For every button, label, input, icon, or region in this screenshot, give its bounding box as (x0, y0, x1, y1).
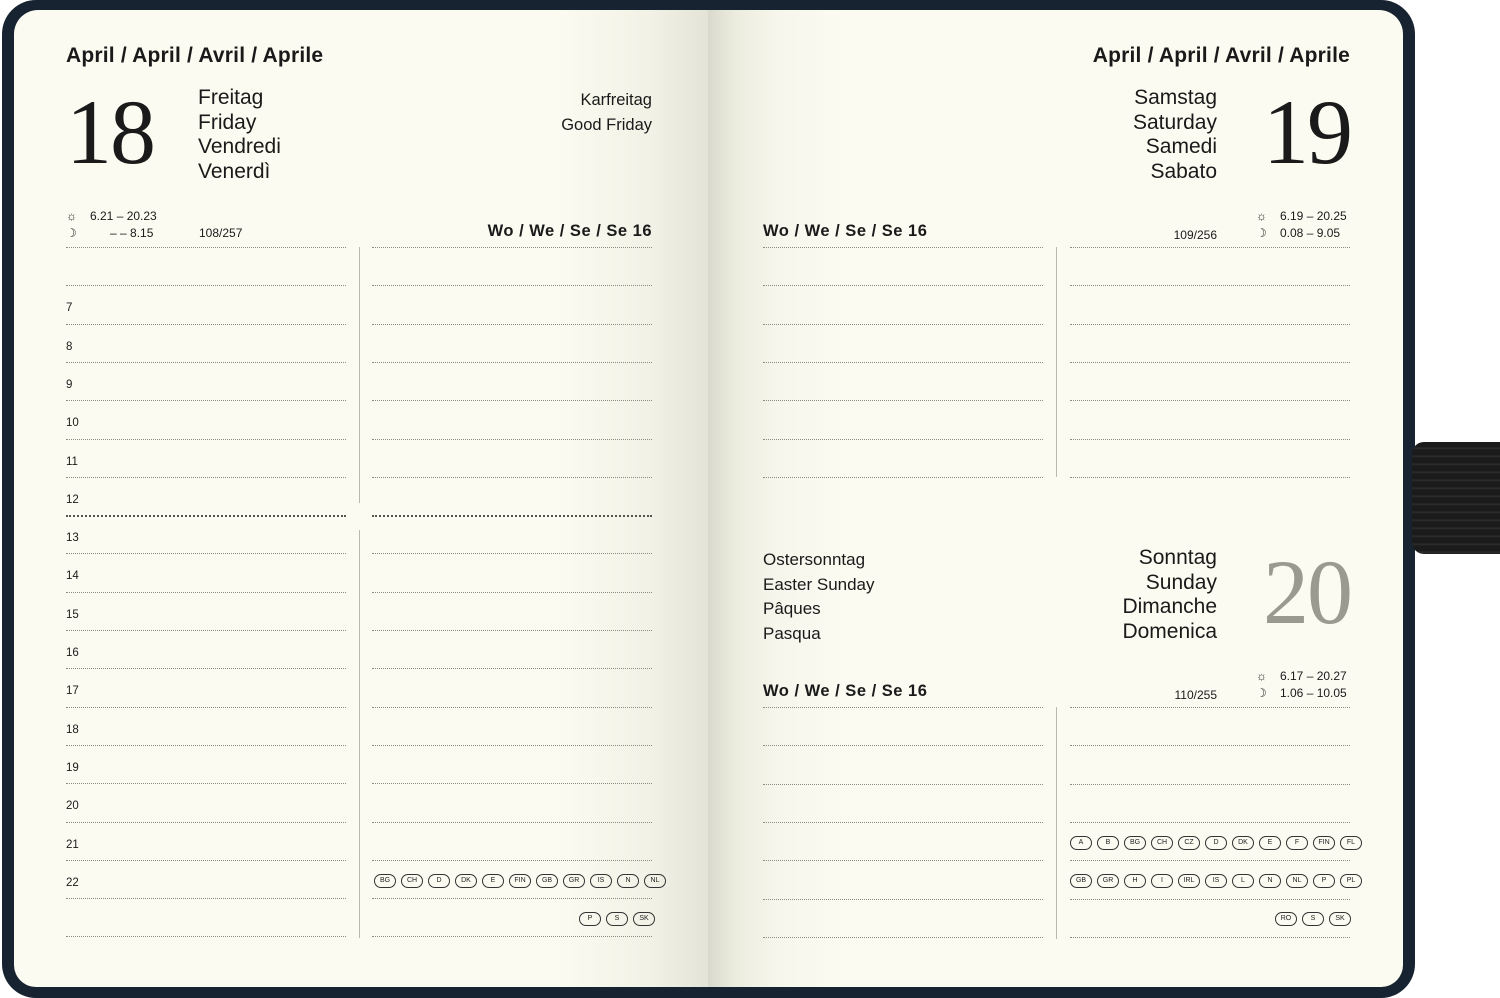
ruled-line (66, 439, 346, 440)
country-badge: E (1259, 836, 1281, 850)
ruled-line (372, 630, 652, 631)
ruled-line (372, 553, 652, 554)
country-badge: N (617, 874, 639, 888)
ruled-line (763, 784, 1043, 785)
ruled-line (372, 745, 652, 746)
country-badge: BG (374, 874, 396, 888)
hour-label: 14 (66, 570, 79, 582)
country-badge: S (606, 912, 628, 926)
sun-times: 6.21 – 20.23 (90, 209, 157, 223)
sun-times: 6.17 – 20.27 (1280, 669, 1347, 683)
ruled-line (763, 477, 1043, 478)
ruled-line (763, 937, 1043, 938)
moon-icon: ☽ (1256, 226, 1267, 240)
ruled-line (66, 822, 346, 823)
country-badge: N (1259, 874, 1281, 888)
day-name-fr: Dimanche (1122, 595, 1217, 618)
moon-times-row (66, 225, 153, 242)
ruled-line (1070, 439, 1350, 440)
ruled-line (1070, 324, 1350, 325)
day-count-sunday: 110/255 (1174, 688, 1217, 702)
ruled-line (1070, 822, 1350, 823)
country-badge: P (579, 912, 601, 926)
sun-icon: ☼ (1256, 669, 1267, 683)
ruled-line (1070, 899, 1350, 900)
country-badge: A (1070, 836, 1092, 850)
hour-label: 20 (66, 800, 79, 812)
country-badge: B (1097, 836, 1119, 850)
ruled-line (1070, 860, 1350, 861)
holiday-de: Karfreitag (580, 91, 652, 109)
right-page (708, 10, 1403, 987)
country-badge: GR (1097, 874, 1119, 888)
country-badge: F (1286, 836, 1308, 850)
holiday-en: Easter Sunday (763, 574, 875, 594)
ruled-line (372, 324, 652, 325)
week-number-saturday: Wo / We / Se / Se 16 (763, 222, 928, 240)
day-name-fr: Vendredi (198, 135, 281, 158)
hour-label: 9 (66, 379, 73, 391)
elastic-strap[interactable] (1412, 442, 1500, 554)
hour-label: 22 (66, 877, 79, 889)
ruled-line (763, 247, 1043, 248)
country-badge: CH (401, 874, 423, 888)
country-badge: DK (455, 874, 477, 888)
hour-label: 10 (66, 417, 79, 429)
ruled-line (372, 400, 652, 401)
hour-label: 21 (66, 839, 79, 851)
midday-separator (372, 515, 652, 517)
holiday-country-badges-row-1 (374, 874, 666, 888)
ruled-line (372, 477, 652, 478)
country-badge: FL (1340, 836, 1362, 850)
country-badge: NL (644, 874, 666, 888)
ruled-line (372, 898, 652, 899)
month-header: April / April / Avril / Aprile (66, 44, 324, 67)
ruled-line (1070, 400, 1350, 401)
moon-times-row-sunday (1256, 685, 1347, 702)
ruled-line (66, 668, 346, 669)
day-names-saturday (1133, 86, 1217, 184)
moon-times: – – 8.15 (110, 226, 154, 240)
ruled-line (372, 822, 652, 823)
ruled-line (372, 936, 652, 937)
country-badge: SK (633, 912, 655, 926)
ruled-line (66, 592, 346, 593)
day-name-it: Venerdì (198, 159, 271, 183)
sun-icon: ☼ (1256, 209, 1267, 223)
hour-label: 11 (66, 456, 78, 468)
ruled-line (763, 745, 1043, 746)
ruled-line (1070, 937, 1350, 938)
ruled-line (66, 783, 346, 784)
ruled-line (372, 707, 652, 708)
hour-label: 7 (66, 302, 73, 314)
day-name-en: Saturday (1132, 110, 1217, 134)
country-badge: D (428, 874, 450, 888)
hour-label: 8 (66, 341, 73, 353)
ruled-line (763, 899, 1043, 900)
holiday-it: Pasqua (763, 623, 821, 643)
ruled-line (372, 439, 652, 440)
column-divider (359, 530, 360, 938)
country-badge: IRL (1178, 874, 1200, 888)
hour-label: 18 (66, 724, 79, 736)
ruled-line (66, 285, 346, 286)
ruled-line (66, 247, 346, 248)
column-divider (359, 247, 360, 503)
ruled-line (372, 285, 652, 286)
country-badge: NL (1286, 874, 1308, 888)
ruled-line (372, 668, 652, 669)
day-name-en: Sunday (1145, 570, 1217, 594)
holiday-country-badges-row-3 (1275, 912, 1351, 926)
moon-icon: ☽ (66, 226, 77, 240)
column-divider (1056, 247, 1057, 477)
holiday-label (561, 88, 652, 137)
midday-separator (66, 515, 346, 517)
day-number-saturday: 19 (1263, 81, 1351, 183)
holiday-fr: Pâques (763, 599, 821, 618)
ruled-line (372, 247, 652, 248)
sun-times-row (66, 208, 157, 225)
ruled-line (66, 936, 346, 937)
hour-label: 17 (66, 685, 79, 697)
hour-label: 16 (66, 647, 79, 659)
day-name-it: Domenica (1122, 619, 1217, 643)
day-name-de: Sonntag (1138, 546, 1217, 569)
ruled-line (1070, 285, 1350, 286)
ruled-line (66, 553, 346, 554)
hour-label: 12 (66, 494, 79, 506)
ruled-line (66, 707, 346, 708)
day-count: 108/257 (199, 226, 243, 240)
hour-label: 13 (66, 532, 79, 544)
sun-icon: ☼ (66, 209, 77, 223)
country-badge: S (1302, 912, 1324, 926)
country-badge: IS (1205, 874, 1227, 888)
week-number: Wo / We / Se / Se 16 (487, 222, 652, 240)
ruled-line (372, 783, 652, 784)
holiday-label-sunday (763, 548, 875, 646)
ruled-line (66, 400, 346, 401)
country-badge: RO (1275, 912, 1297, 926)
country-badge: FIN (1313, 836, 1335, 850)
ruled-line (763, 362, 1043, 363)
day-names-sunday (1122, 546, 1217, 644)
ruled-line (372, 362, 652, 363)
day-name-de: Freitag (198, 86, 264, 109)
left-page (14, 10, 708, 987)
ruled-line (763, 285, 1043, 286)
country-badge: CZ (1178, 836, 1200, 850)
country-badge: I (1151, 874, 1173, 888)
moon-icon: ☽ (1256, 686, 1267, 700)
week-number-sunday: Wo / We / Se / Se 16 (763, 682, 928, 700)
day-number: 18 (66, 81, 154, 183)
ruled-line (1070, 477, 1350, 478)
ruled-line (66, 745, 346, 746)
country-badge: D (1205, 836, 1227, 850)
ruled-line (372, 592, 652, 593)
sun-times-row-saturday (1256, 208, 1347, 225)
country-badge: E (482, 874, 504, 888)
hour-label: 19 (66, 762, 79, 774)
ruled-line (1070, 362, 1350, 363)
month-header: April / April / Avril / Aprile (1092, 44, 1350, 67)
country-badge: P (1313, 874, 1335, 888)
hour-label: 15 (66, 609, 79, 621)
holiday-de: Ostersonntag (763, 550, 866, 569)
sun-times: 6.19 – 20.25 (1280, 209, 1347, 223)
country-badge: DK (1232, 836, 1254, 850)
ruled-line (763, 324, 1043, 325)
day-name-it: Sabato (1150, 159, 1217, 183)
ruled-line (1070, 247, 1350, 248)
ruled-line (66, 324, 346, 325)
country-badge: BG (1124, 836, 1146, 850)
country-badge: GR (563, 874, 585, 888)
country-badge: PL (1340, 874, 1362, 888)
ruled-line (763, 822, 1043, 823)
country-badge: H (1124, 874, 1146, 888)
country-badge: FIN (509, 874, 531, 888)
country-badge: SK (1329, 912, 1351, 926)
ruled-line (66, 860, 346, 861)
ruled-line (372, 860, 652, 861)
ruled-line (1070, 707, 1350, 708)
ruled-line (763, 400, 1043, 401)
ruled-line (1070, 745, 1350, 746)
country-badge: GB (536, 874, 558, 888)
holiday-country-badges-row-2 (1070, 874, 1362, 888)
day-names (198, 86, 281, 184)
ruled-line (66, 630, 346, 631)
day-name-en: Friday (198, 110, 257, 134)
day-number-sunday: 20 (1263, 541, 1351, 643)
country-badge: GB (1070, 874, 1092, 888)
holiday-country-badges-row-2 (579, 912, 655, 926)
ruled-line (1070, 784, 1350, 785)
ruled-line (763, 707, 1043, 708)
day-name-fr: Samedi (1145, 135, 1217, 158)
ruled-line (66, 362, 346, 363)
sun-times-row-sunday (1256, 668, 1347, 685)
country-badge: L (1232, 874, 1254, 888)
column-divider (1056, 707, 1057, 939)
holiday-country-badges-row-1 (1070, 836, 1362, 850)
country-badge: CH (1151, 836, 1173, 850)
holiday-en: Good Friday (561, 115, 652, 134)
moon-times: 0.08 – 9.05 (1280, 226, 1341, 240)
country-badge: IS (590, 874, 612, 888)
ruled-line (763, 860, 1043, 861)
day-count-saturday: 109/256 (1173, 228, 1217, 242)
ruled-line (66, 477, 346, 478)
ruled-line (66, 898, 346, 899)
moon-times: 1.06 – 10.05 (1280, 686, 1347, 700)
moon-times-row-saturday (1256, 225, 1340, 242)
ruled-line (763, 439, 1043, 440)
day-name-de: Samstag (1134, 86, 1217, 109)
